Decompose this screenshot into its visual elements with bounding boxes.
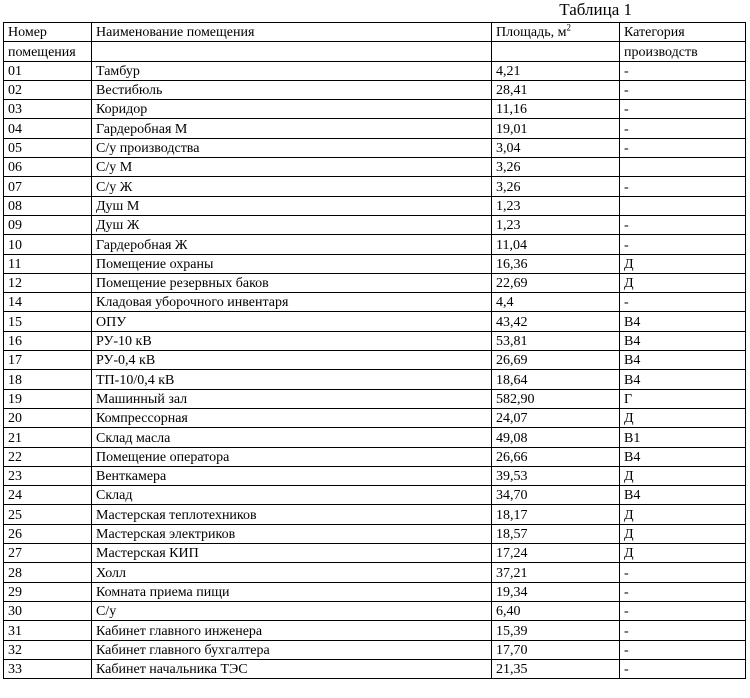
row-name: Мастерская теплотехников — [92, 505, 492, 524]
table-row — [4, 486, 746, 505]
row-category: - — [620, 138, 746, 157]
row-name: Мастерская электриков — [92, 524, 492, 543]
header-row-2 — [4, 42, 746, 61]
header-number: Номер — [4, 23, 92, 42]
row-number: 32 — [4, 640, 92, 659]
row-area: 22,69 — [492, 273, 620, 292]
row-name: С/у М — [92, 158, 492, 177]
row-area: 15,39 — [492, 621, 620, 640]
row-category: В4 — [620, 312, 746, 331]
table-row — [4, 351, 746, 370]
row-number: 30 — [4, 601, 92, 620]
table-row — [4, 466, 746, 485]
row-category: Д — [620, 273, 746, 292]
table-row — [4, 312, 746, 331]
row-name: Вестибюль — [92, 80, 492, 99]
row-name: Машинный зал — [92, 389, 492, 408]
row-name: Кабинет начальника ТЭС — [92, 659, 492, 678]
row-name: Помещение охраны — [92, 254, 492, 273]
row-category: - — [620, 601, 746, 620]
row-area: 28,41 — [492, 80, 620, 99]
row-category: - — [620, 61, 746, 80]
table-caption: Таблица 1 — [559, 0, 632, 19]
row-category: В4 — [620, 447, 746, 466]
row-number: 08 — [4, 196, 92, 215]
row-number: 12 — [4, 273, 92, 292]
row-area: 49,08 — [492, 428, 620, 447]
row-name: С/у Ж — [92, 177, 492, 196]
row-number: 01 — [4, 61, 92, 80]
row-category: - — [620, 640, 746, 659]
row-area: 21,35 — [492, 659, 620, 678]
row-area: 16,36 — [492, 254, 620, 273]
row-category: Д — [620, 505, 746, 524]
table-row — [4, 293, 746, 312]
table-row — [4, 544, 746, 563]
row-category: Д — [620, 466, 746, 485]
table-row — [4, 428, 746, 447]
row-area: 18,17 — [492, 505, 620, 524]
row-category: В1 — [620, 428, 746, 447]
row-number: 19 — [4, 389, 92, 408]
row-number: 33 — [4, 659, 92, 678]
row-name: Помещение оператора — [92, 447, 492, 466]
header-category: Категория — [620, 23, 746, 42]
row-name: Холл — [92, 563, 492, 582]
row-name: Комната приема пищи — [92, 582, 492, 601]
table-row — [4, 61, 746, 80]
row-category: - — [620, 621, 746, 640]
header-area — [492, 23, 620, 42]
row-number: 14 — [4, 293, 92, 312]
table-row — [4, 254, 746, 273]
row-number: 16 — [4, 331, 92, 350]
row-number: 31 — [4, 621, 92, 640]
row-name: Кабинет главного инженера — [92, 621, 492, 640]
row-number: 25 — [4, 505, 92, 524]
row-area: 1,23 — [492, 215, 620, 234]
row-area: 582,90 — [492, 389, 620, 408]
header-category-2: производств — [620, 42, 746, 61]
row-area: 18,64 — [492, 370, 620, 389]
table-row — [4, 601, 746, 620]
table-row — [4, 331, 746, 350]
row-number: 11 — [4, 254, 92, 273]
row-number: 15 — [4, 312, 92, 331]
row-area: 37,21 — [492, 563, 620, 582]
row-area: 26,69 — [492, 351, 620, 370]
row-number: 07 — [4, 177, 92, 196]
row-area: 53,81 — [492, 331, 620, 350]
row-number: 23 — [4, 466, 92, 485]
row-number: 18 — [4, 370, 92, 389]
row-category: В4 — [620, 486, 746, 505]
row-number: 20 — [4, 408, 92, 427]
table-row — [4, 215, 746, 234]
row-number: 03 — [4, 100, 92, 119]
row-area: 19,01 — [492, 119, 620, 138]
table-row — [4, 119, 746, 138]
row-number: 29 — [4, 582, 92, 601]
row-area: 3,26 — [492, 177, 620, 196]
row-number: 26 — [4, 524, 92, 543]
header-number-2: помещения — [4, 42, 92, 61]
row-area: 4,4 — [492, 293, 620, 312]
row-category — [620, 158, 746, 177]
row-area: 1,23 — [492, 196, 620, 215]
rooms-table — [3, 22, 746, 679]
row-area: 34,70 — [492, 486, 620, 505]
row-number: 10 — [4, 235, 92, 254]
row-area: 11,04 — [492, 235, 620, 254]
row-name: Гардеробная Ж — [92, 235, 492, 254]
row-name: Венткамера — [92, 466, 492, 485]
table-row — [4, 389, 746, 408]
row-area: 39,53 — [492, 466, 620, 485]
row-category: - — [620, 215, 746, 234]
row-name: ОПУ — [92, 312, 492, 331]
row-number: 28 — [4, 563, 92, 582]
row-area: 43,42 — [492, 312, 620, 331]
row-name: Душ Ж — [92, 215, 492, 234]
row-area: 6,40 — [492, 601, 620, 620]
row-number: 24 — [4, 486, 92, 505]
row-area: 3,04 — [492, 138, 620, 157]
row-category — [620, 196, 746, 215]
row-category: Д — [620, 254, 746, 273]
row-category: В4 — [620, 370, 746, 389]
header-name: Наименование помещения — [92, 23, 492, 42]
table-row — [4, 563, 746, 582]
table-row — [4, 177, 746, 196]
table-row — [4, 80, 746, 99]
row-category: - — [620, 582, 746, 601]
row-number: 27 — [4, 544, 92, 563]
row-area: 11,16 — [492, 100, 620, 119]
row-number: 21 — [4, 428, 92, 447]
header-area-label: Площадь, м — [496, 25, 567, 41]
row-category: - — [620, 235, 746, 254]
row-name: Мастерская КИП — [92, 544, 492, 563]
row-number: 09 — [4, 215, 92, 234]
table-row — [4, 138, 746, 157]
row-category: В4 — [620, 351, 746, 370]
row-name: Склад — [92, 486, 492, 505]
header-name-2 — [92, 42, 492, 61]
table-row — [4, 235, 746, 254]
table-row — [4, 505, 746, 524]
row-name: ТП-10/0,4 кВ — [92, 370, 492, 389]
row-name: Душ М — [92, 196, 492, 215]
row-name: С/у производства — [92, 138, 492, 157]
row-name: Тамбур — [92, 61, 492, 80]
row-area: 17,24 — [492, 544, 620, 563]
row-category: - — [620, 563, 746, 582]
row-name: С/у — [92, 601, 492, 620]
row-name: Кабинет главного бухгалтера — [92, 640, 492, 659]
table-row — [4, 621, 746, 640]
row-name: Помещение резервных баков — [92, 273, 492, 292]
table-row — [4, 370, 746, 389]
table-row — [4, 582, 746, 601]
row-number: 17 — [4, 351, 92, 370]
row-category: Г — [620, 389, 746, 408]
row-area: 18,57 — [492, 524, 620, 543]
table-row — [4, 158, 746, 177]
row-area: 19,34 — [492, 582, 620, 601]
row-area: 26,66 — [492, 447, 620, 466]
row-area: 4,21 — [492, 61, 620, 80]
table-row — [4, 273, 746, 292]
row-name: РУ-10 кВ — [92, 331, 492, 350]
row-category: - — [620, 80, 746, 99]
row-category: - — [620, 177, 746, 196]
header-area-sup: 2 — [566, 22, 571, 33]
row-name: Кладовая уборочного инвентаря — [92, 293, 492, 312]
row-category: Д — [620, 544, 746, 563]
row-name: Гардеробная М — [92, 119, 492, 138]
table-row — [4, 408, 746, 427]
table-row — [4, 659, 746, 678]
row-category: - — [620, 659, 746, 678]
row-category: - — [620, 100, 746, 119]
row-category: - — [620, 119, 746, 138]
row-area: 17,70 — [492, 640, 620, 659]
row-area: 3,26 — [492, 158, 620, 177]
row-category: В4 — [620, 331, 746, 350]
row-name: РУ-0,4 кВ — [92, 351, 492, 370]
row-name: Склад масла — [92, 428, 492, 447]
table-row — [4, 640, 746, 659]
row-category: Д — [620, 408, 746, 427]
row-number: 04 — [4, 119, 92, 138]
row-number: 06 — [4, 158, 92, 177]
table-row — [4, 196, 746, 215]
row-category: Д — [620, 524, 746, 543]
row-area: 24,07 — [492, 408, 620, 427]
row-category: - — [620, 293, 746, 312]
row-name: Коридор — [92, 100, 492, 119]
table-row — [4, 447, 746, 466]
header-area-2 — [492, 42, 620, 61]
row-number: 02 — [4, 80, 92, 99]
table-row — [4, 524, 746, 543]
row-number: 22 — [4, 447, 92, 466]
row-number: 05 — [4, 138, 92, 157]
table-row — [4, 100, 746, 119]
row-name: Компрессорная — [92, 408, 492, 427]
header-row — [4, 23, 746, 42]
